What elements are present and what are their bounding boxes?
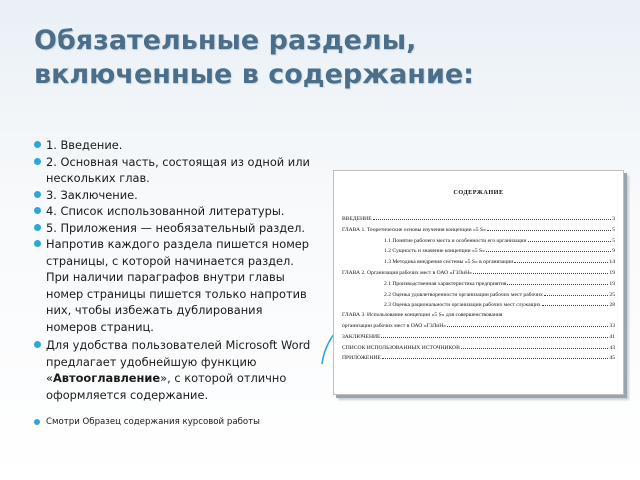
autotoc-bold-term: Автооглавление bbox=[52, 371, 161, 385]
bullet-text: 4. Список использованной литературы. bbox=[46, 204, 285, 218]
toc-row-title: 1.1 Понятие рабочего места и особенности его организации bbox=[384, 237, 527, 244]
toc-row-leader bbox=[447, 321, 608, 327]
bullet-icon bbox=[34, 419, 40, 425]
toc-row-leader bbox=[382, 353, 609, 359]
bullet-icon bbox=[34, 224, 41, 231]
list-item bbox=[34, 220, 316, 237]
toc-row-page: 25 bbox=[609, 291, 615, 298]
bullet-icon bbox=[34, 207, 41, 214]
content-bullet-list bbox=[34, 137, 316, 403]
toc-row-leader bbox=[544, 290, 609, 296]
toc-row bbox=[342, 268, 615, 279]
toc-row bbox=[342, 236, 615, 247]
toc-row bbox=[342, 214, 615, 225]
bullet-icon bbox=[34, 341, 41, 348]
toc-row-page: 43 bbox=[609, 344, 615, 351]
toc-row-title: ГЛАВА 3. Использование концепции «5 S» для совершенствования bbox=[342, 312, 503, 319]
toc-row bbox=[342, 225, 615, 236]
toc-row-page: 5 bbox=[612, 237, 615, 244]
toc-row bbox=[342, 300, 615, 311]
toc-row bbox=[342, 321, 615, 332]
list-item bbox=[34, 154, 316, 187]
bullet-icon bbox=[34, 141, 41, 148]
toc-row-leader bbox=[514, 257, 608, 263]
toc-row bbox=[342, 343, 615, 354]
toc-row-title: ПРИЛОЖЕНИЕ bbox=[342, 355, 381, 362]
toc-row-title: организации рабочих мест в ОАО «ГЗЛиН» bbox=[342, 322, 447, 329]
toc-sample-image bbox=[333, 170, 624, 395]
bullet-text: Напротив каждого раздела пишется номер страницы, с которой начинается раздел. При наличии параграфов внутри главы номер страницы пишется только напротив них, чтобы избежать дублирования номеров страниц. bbox=[46, 237, 310, 334]
list-item bbox=[34, 236, 316, 335]
toc-row bbox=[342, 279, 615, 290]
toc-row-leader bbox=[507, 279, 608, 285]
toc-row-page: 5 bbox=[612, 226, 615, 233]
toc-row-page: 41 bbox=[609, 333, 615, 340]
list-item bbox=[34, 137, 316, 154]
slide-title: Обязательные разделы, включенные в содержание: bbox=[34, 25, 474, 90]
toc-row-page: 14 bbox=[609, 259, 615, 266]
toc-row-title: ЗАКЛЮЧЕНИЕ bbox=[342, 333, 381, 340]
toc-row-title: ВВЕДЕНИЕ bbox=[342, 216, 372, 222]
toc-row-page: 19 bbox=[609, 280, 615, 287]
toc-row-title: СПИСОК ИСПОЛЬЗОВАННЫХ ИСТОЧНИКОВ bbox=[342, 344, 460, 351]
bullet-icon bbox=[34, 240, 41, 247]
toc-row-title: 1.3 Методика внедрения системы «5 S» в организации bbox=[384, 259, 514, 266]
toc-row-leader bbox=[473, 268, 608, 274]
toc-row-title: 2.3 Оценка рациональности организации рабочих мест служащих bbox=[384, 302, 541, 309]
toc-row-title: ГЛАВА 2. Организация рабочих мест в ОАО «ГЗЛиН» bbox=[342, 269, 472, 276]
toc-row-page: 28 bbox=[609, 302, 615, 309]
list-item bbox=[34, 187, 316, 204]
sample-toc-link[interactable] bbox=[34, 416, 324, 428]
toc-row-leader bbox=[373, 214, 612, 220]
toc-row-leader bbox=[542, 300, 609, 306]
toc-row bbox=[342, 311, 615, 321]
bullet-text: 5. Приложения — необязательный раздел. bbox=[46, 220, 306, 235]
toc-row bbox=[342, 332, 615, 343]
toc-row-title: 2.1 Производственная характеристика предприятия bbox=[384, 280, 507, 287]
bullet-text: 3. Заключение. bbox=[46, 187, 138, 202]
autotoc-prefix: Для удобства пользователей Microsoft Word предлагает удобнейшую функцию « bbox=[46, 338, 311, 385]
list-item bbox=[34, 203, 316, 220]
toc-row-title: 2.2 Оценка удовлетворенности организации рабочих мест рабочих bbox=[384, 291, 543, 298]
bullet-icon bbox=[34, 158, 41, 165]
toc-row-leader bbox=[461, 343, 609, 349]
toc-row-page: 19 bbox=[609, 269, 615, 276]
toc-row bbox=[342, 246, 615, 257]
autotoc-item bbox=[34, 337, 316, 403]
toc-row-page: 45 bbox=[609, 355, 615, 362]
toc-heading: СОДЕРЖАНИЕ bbox=[453, 189, 504, 196]
toc-row-leader bbox=[487, 225, 611, 231]
toc-row-title: ГЛАВА 1. Теоретические основы изучения концепции «5 S» bbox=[342, 226, 486, 233]
bullet-icon bbox=[34, 191, 41, 198]
toc-row-page: 3 bbox=[612, 216, 615, 222]
autotoc-suffix: », с которой отлично оформляется содержание. bbox=[46, 371, 287, 402]
toc-row-leader bbox=[381, 332, 608, 338]
toc-row-leader bbox=[486, 246, 611, 252]
bullet-text: 2. Основная часть, состоящая из одной или нескольких глав. bbox=[46, 154, 310, 185]
toc-row-page: 9 bbox=[612, 248, 615, 255]
sample-toc-link-text[interactable]: Смотри Образец содержания курсовой работы bbox=[46, 417, 260, 427]
toc-row-leader bbox=[528, 236, 612, 242]
bullet-text: 1. Введение. bbox=[46, 138, 123, 152]
toc-row bbox=[342, 353, 615, 364]
toc-row-page: 33 bbox=[609, 322, 615, 329]
toc-rows bbox=[342, 214, 615, 364]
toc-row bbox=[342, 290, 615, 301]
toc-row bbox=[342, 257, 615, 268]
toc-row-title: 1.2 Сущность и значение концепции «5 S» bbox=[384, 248, 485, 255]
